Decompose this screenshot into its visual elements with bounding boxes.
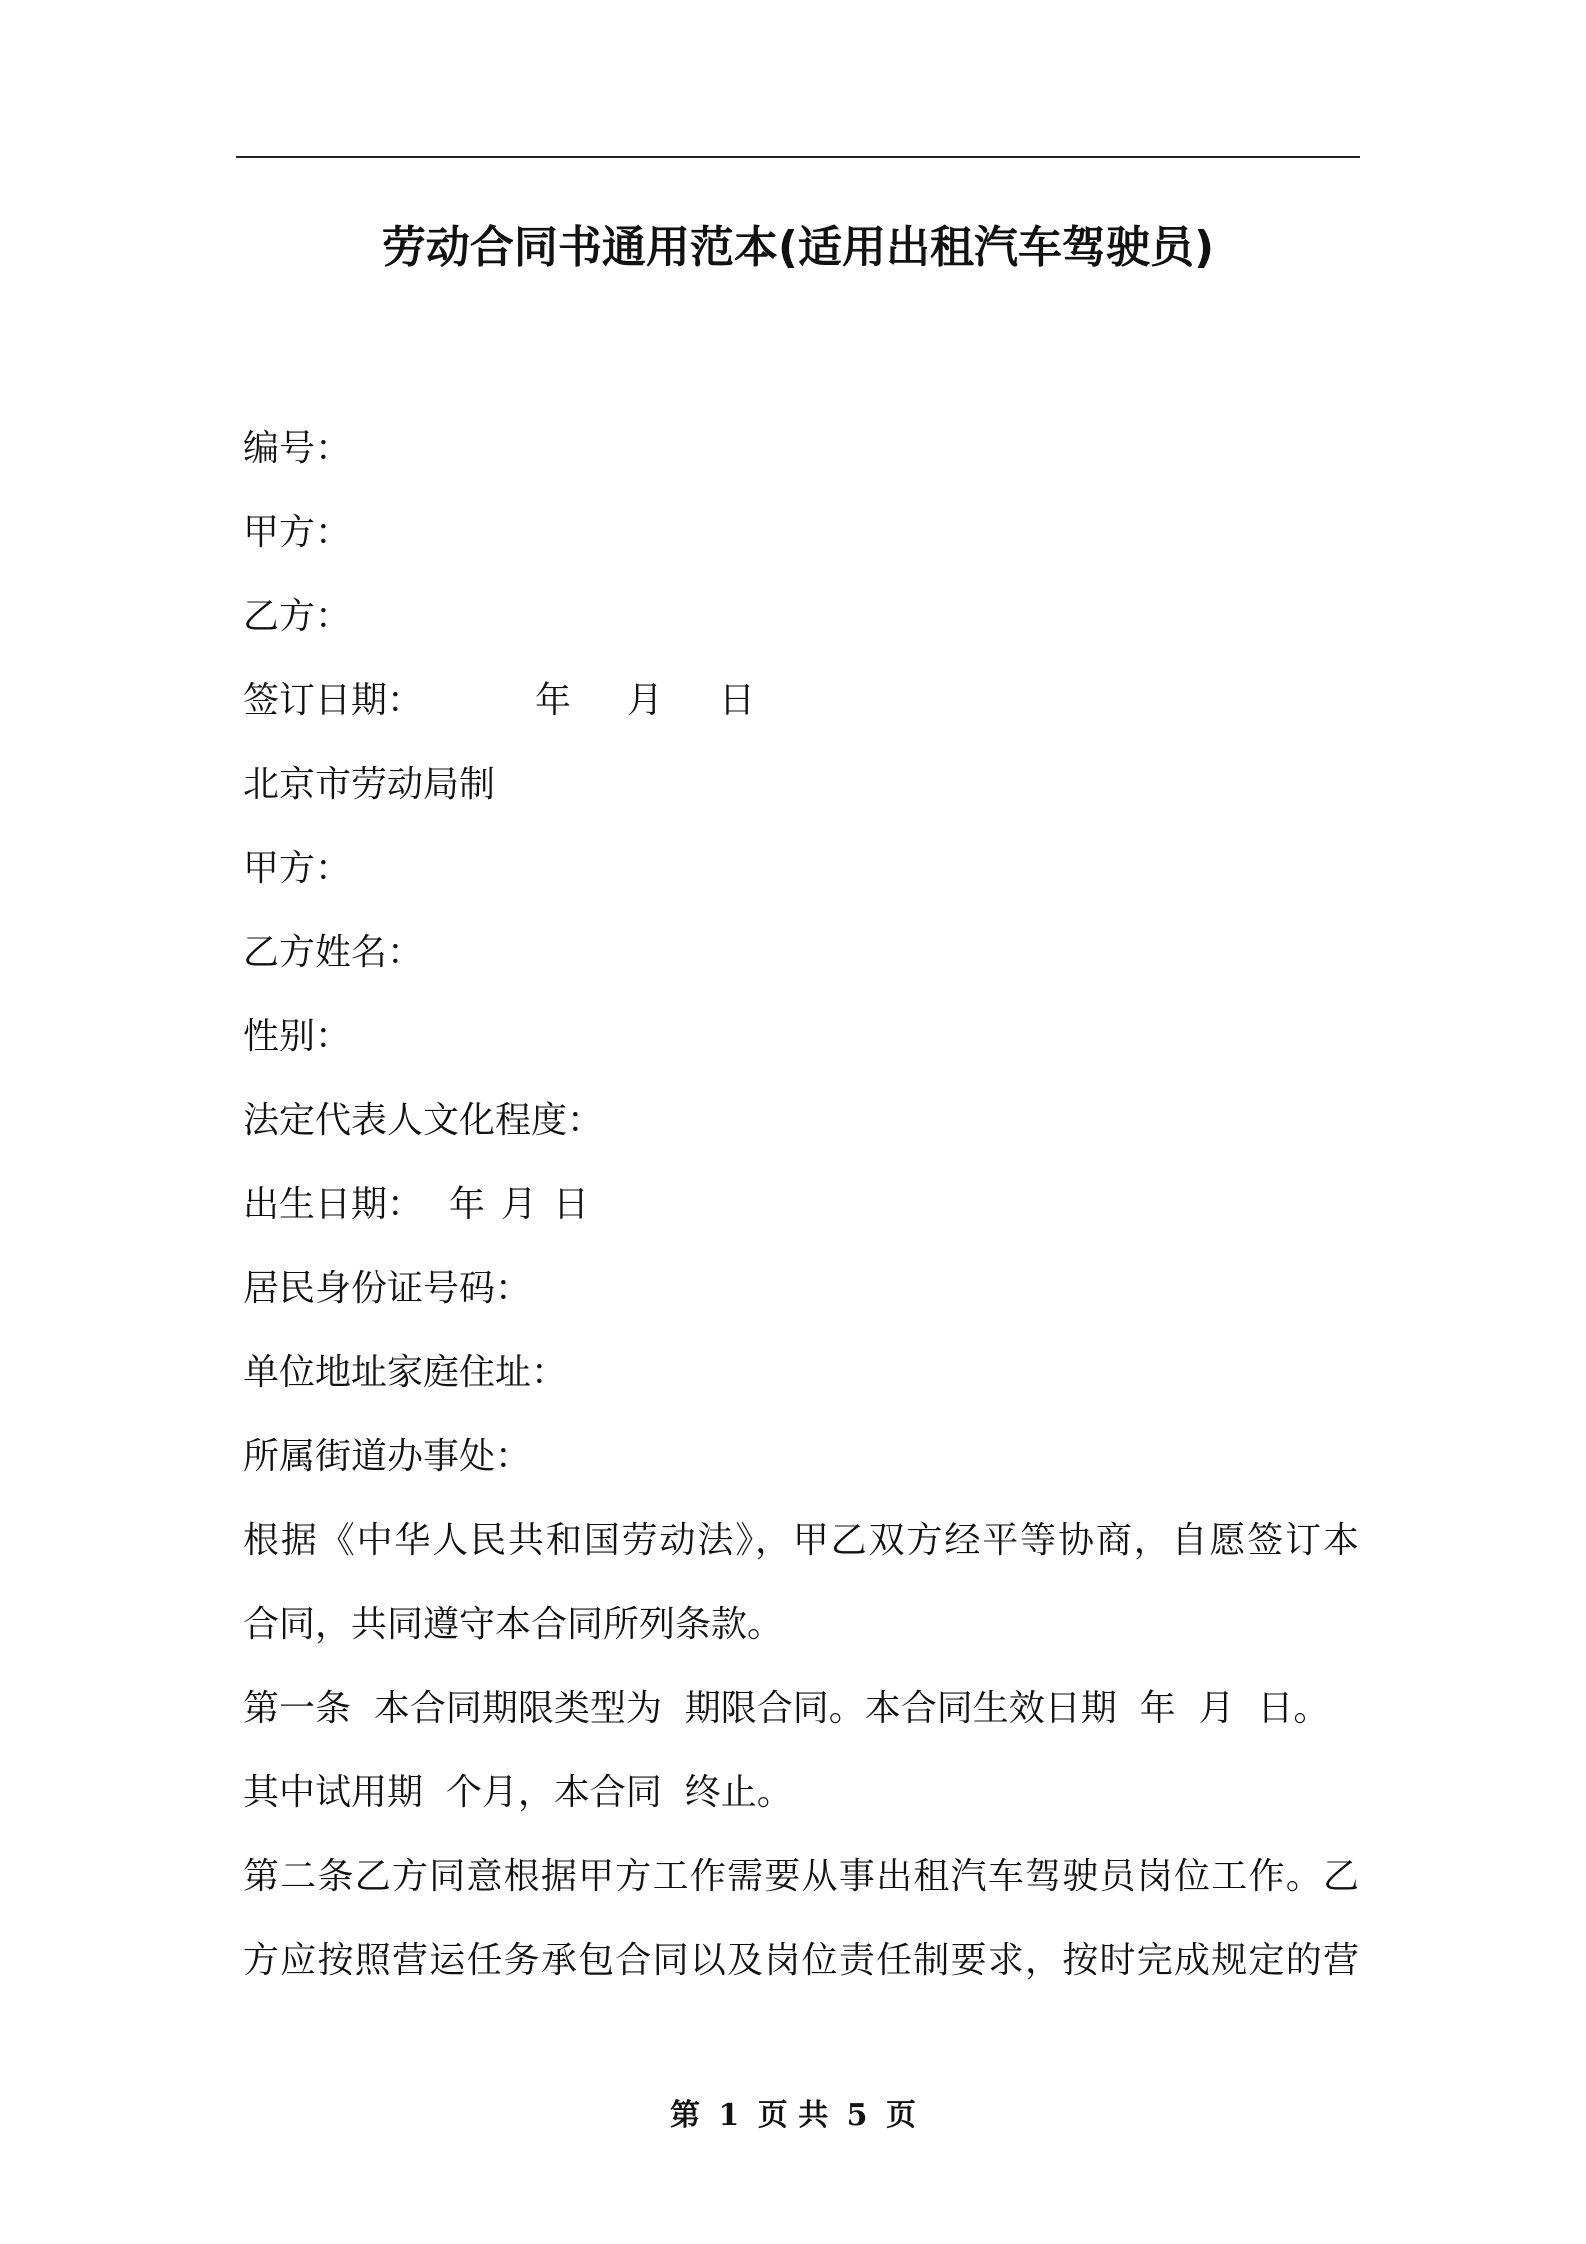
sign-day: 日 bbox=[719, 680, 756, 721]
sign-year: 年 bbox=[535, 680, 572, 721]
footer-middle: 页 共 bbox=[757, 2098, 829, 2133]
header-rule bbox=[236, 156, 1360, 158]
field-subdistrict-office: 所属街道办事处： bbox=[243, 1436, 532, 1477]
field-legal-rep-education: 法定代表人文化程度： bbox=[243, 1100, 604, 1141]
document-body bbox=[243, 407, 1359, 2003]
field-serial-no: 编号： bbox=[243, 428, 352, 469]
paragraph-article-2-line-1: 第二条乙方同意根据甲方工作需要从事出租汽车驾驶员岗位工作。乙 bbox=[243, 1856, 1359, 1897]
footer-page-total: 5 bbox=[846, 2098, 868, 2133]
field-party-a: 甲方： bbox=[243, 512, 352, 553]
paragraph-intro-line-1: 根据《中华人民共和国劳动法》，甲乙双方经平等协商，自愿签订本 bbox=[243, 1520, 1359, 1561]
paragraph-intro-line-2: 合同，共同遵守本合同所列条款。 bbox=[243, 1604, 784, 1645]
paragraph-article-2-line-2: 方应按照营运任务承包合同以及岗位责任制要求，按时完成规定的营 bbox=[243, 1940, 1359, 1981]
sign-date-label: 签订日期： bbox=[243, 680, 424, 721]
field-party-b: 乙方： bbox=[243, 596, 352, 637]
footer-page-current: 1 bbox=[718, 2098, 740, 2133]
document-title: 劳动合同书通用范本(适用出租汽车驾驶员) bbox=[381, 222, 1215, 273]
field-gender: 性别： bbox=[243, 1016, 352, 1057]
field-party-b-name: 乙方姓名： bbox=[243, 932, 424, 973]
footer-prefix: 第 bbox=[669, 2098, 700, 2133]
birth-year: 年 bbox=[449, 1184, 486, 1225]
birth-date-label: 出生日期： bbox=[243, 1184, 424, 1225]
field-issuer: 北京市劳动局制 bbox=[243, 764, 496, 805]
birth-month: 月 bbox=[501, 1184, 538, 1225]
paragraph-article-1-line-1: 第一条 本合同期限类型为 期限合同。本合同生效日期 年 月 日。 bbox=[243, 1688, 1330, 1729]
field-sign-date bbox=[243, 659, 1359, 743]
paragraph-article-1-line-2: 其中试用期 个月，本合同 终止。 bbox=[243, 1772, 793, 1813]
field-party-a-2: 甲方： bbox=[243, 848, 352, 889]
field-id-number: 居民身份证号码： bbox=[243, 1268, 532, 1309]
field-birth-date bbox=[243, 1163, 1359, 1247]
field-address: 单位地址家庭住址： bbox=[243, 1352, 568, 1393]
birth-day: 日 bbox=[553, 1184, 590, 1225]
page-footer bbox=[0, 2096, 1586, 2136]
footer-suffix: 页 bbox=[886, 2098, 916, 2133]
sign-month: 月 bbox=[627, 680, 664, 721]
